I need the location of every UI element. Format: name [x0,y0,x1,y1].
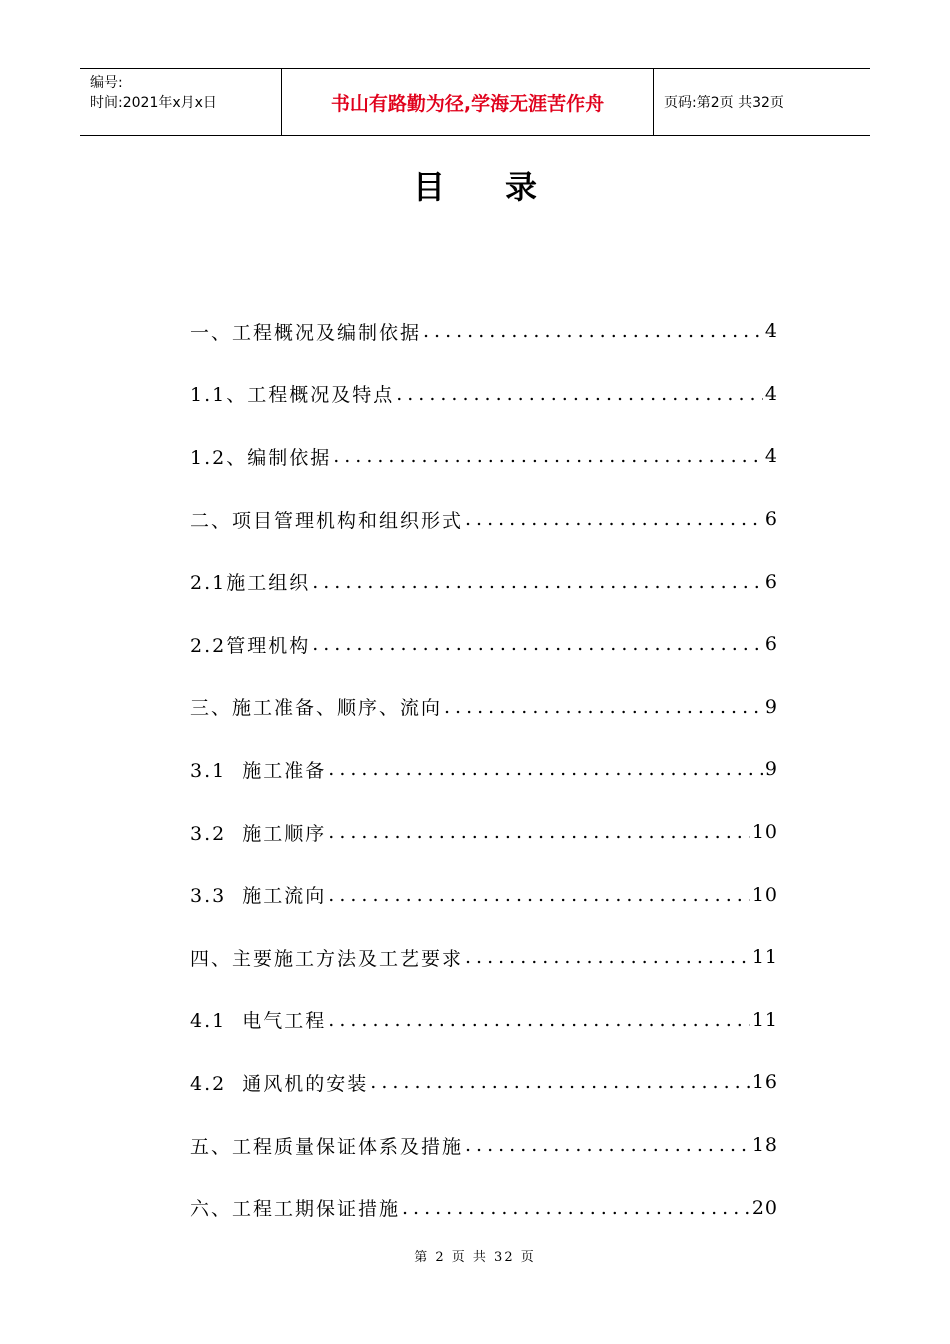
toc-entry[interactable] [190,425,778,488]
toc-entry[interactable] [190,1176,778,1239]
toc-entry-page: 4 [764,445,778,468]
page-title: 目录 [412,168,597,206]
toc-leader-dots [333,445,763,467]
toc-entry-page: 16 [751,1071,778,1094]
page-footer: 第 2 页 共 32 页 [414,1250,536,1265]
toc-entry-page: 10 [751,883,778,906]
toc-leader-dots [312,571,763,593]
toc-entry-label: 三、施工准备、顺序、流向 [190,697,443,720]
header-meta [80,69,282,135]
toc-entry-label: 3.2 施工顺序 [190,822,327,845]
table-of-contents [190,300,778,1239]
toc-entry-label: 4.2 通风机的安装 [190,1072,369,1095]
toc-entry-page: 6 [764,508,778,531]
toc-leader-dots [328,821,750,843]
toc-entry-page: 9 [764,758,778,781]
toc-entry-label: 4.1 电气工程 [190,1010,327,1033]
header-page-info: 页码:第2页 共32页 [664,95,784,111]
toc-leader-dots [328,758,763,780]
toc-entry-page: 9 [764,695,778,718]
toc-leader-dots [465,508,763,530]
header-motto: 书山有路勤为径,学海无涯苦作舟 [282,69,654,135]
header-time: 时间:2021年x月x日 [90,95,217,111]
toc-entry-label: 二、项目管理机构和组织形式 [190,509,464,532]
toc-entry[interactable] [190,738,778,801]
toc-entry[interactable] [190,363,778,426]
toc-entry-page: 6 [764,633,778,656]
toc-entry-label: 2.2管理机构 [190,634,311,657]
toc-entry-page: 11 [751,1008,778,1031]
toc-entry-label: 2.1施工组织 [190,572,311,595]
toc-leader-dots [423,320,763,342]
toc-entry[interactable] [190,1051,778,1114]
toc-leader-dots [370,1071,750,1093]
toc-entry-page: 20 [751,1196,778,1219]
toc-entry-label: 1.2、编制依据 [190,446,332,469]
toc-entry-label: 一、工程概况及编制依据 [190,321,422,344]
toc-entry[interactable] [190,613,778,676]
toc-leader-dots [328,884,750,906]
header-number: 编号: [90,75,123,91]
toc-entry[interactable] [190,863,778,926]
toc-entry[interactable] [190,488,778,551]
toc-entry[interactable] [190,300,778,363]
toc-entry-label: 四、主要施工方法及工艺要求 [190,947,464,970]
toc-leader-dots [402,1197,750,1219]
toc-entry-page: 18 [751,1134,778,1157]
toc-entry[interactable] [190,676,778,739]
toc-leader-dots [465,946,750,968]
toc-entry[interactable] [190,989,778,1052]
toc-entry[interactable] [190,926,778,989]
toc-entry-page: 4 [764,382,778,405]
toc-entry-page: 11 [751,946,778,969]
toc-entry-label: 六、工程工期保证措施 [190,1198,401,1221]
toc-entry-label: 五、工程质量保证体系及措施 [190,1135,464,1158]
toc-entry[interactable] [190,1114,778,1177]
toc-entry-page: 10 [751,821,778,844]
toc-entry-page: 6 [764,570,778,593]
toc-entry-label: 3.3 施工流向 [190,885,327,908]
toc-leader-dots [444,696,763,718]
toc-entry[interactable] [190,801,778,864]
toc-leader-dots [312,633,763,655]
page-header [80,68,870,136]
toc-leader-dots [396,383,763,405]
toc-entry-label: 1.1、工程概况及特点 [190,384,395,407]
toc-entry-label: 3.1 施工准备 [190,759,327,782]
toc-entry-page: 4 [764,320,778,343]
toc-leader-dots [465,1134,750,1156]
toc-leader-dots [328,1009,750,1031]
toc-entry[interactable] [190,550,778,613]
